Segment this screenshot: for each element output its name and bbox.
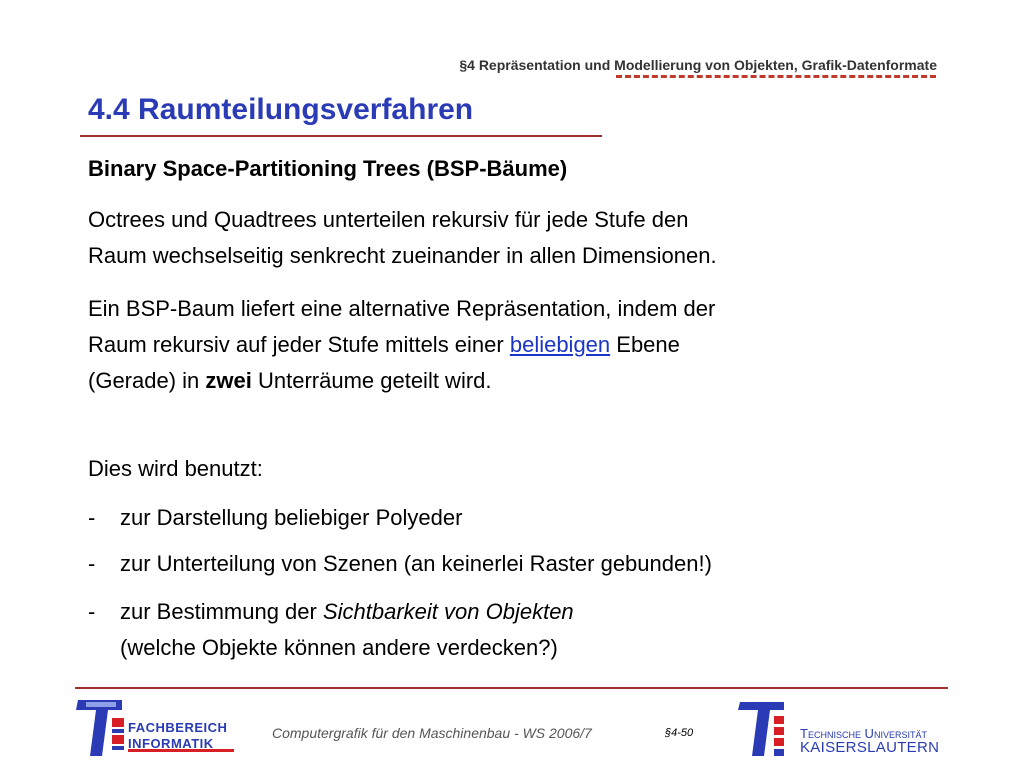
list-item-text: zur Bestimmung der <box>120 599 323 624</box>
informatik-label: INFORMATIK <box>128 736 214 751</box>
tu-kaiserslautern-logo-icon <box>738 700 798 758</box>
slide-subtitle: Binary Space-Partitioning Trees (BSP-Bäume) <box>88 156 568 181</box>
list-item-text: zur Darstellung beliebiger Polyeder <box>120 505 463 530</box>
text-span: Raum rekursiv auf jeder Stufe mittels einer <box>88 332 510 357</box>
paragraph-line: Raum wechselseitig senkrecht zueinander in allen Dimensionen. <box>88 243 717 268</box>
bullet-dash: - <box>88 599 96 624</box>
paragraph-line <box>88 327 715 363</box>
paragraph-usage-intro: Dies wird benutzt: <box>88 456 263 481</box>
bold-word: zwei <box>205 368 252 393</box>
tu-label: Technische Universität <box>800 726 927 741</box>
footer-course: Computergrafik für den Maschinenbau - WS 2006/7 <box>272 725 592 741</box>
list-item <box>88 594 574 630</box>
list-item <box>88 546 712 582</box>
text-span: Ebene <box>610 332 680 357</box>
list-item-text: zur Unterteilung von Szenen (an keinerlei Raster gebunden!) <box>120 551 712 576</box>
fachbereich-label: FACHBEREICH <box>128 720 228 735</box>
list-item-continuation: (welche Objekte können andere verdecken?) <box>120 635 558 660</box>
header-dashed-rule <box>616 75 936 78</box>
footer-rule <box>75 687 948 689</box>
text-span: (Gerade) in <box>88 368 206 393</box>
italic-phrase: Sichtbarkeit von Objekten <box>322 599 574 624</box>
title-underline <box>80 135 602 137</box>
list-item <box>88 500 462 536</box>
kaiserslautern-label: KAISERSLAUTERN <box>800 739 940 756</box>
bullet-dash: - <box>88 551 96 576</box>
beliebigen-link[interactable]: beliebigen <box>509 332 611 357</box>
paragraph-bsp <box>88 291 715 399</box>
paragraph-line: Ein BSP-Baum liefert eine alternative Repräsentation, indem der <box>88 296 716 321</box>
text-span: Unterräume geteilt wird. <box>251 368 492 393</box>
paragraph-line: Octrees und Quadtrees unterteilen rekursiv für jede Stufe den <box>88 207 689 232</box>
paragraph-line <box>88 363 715 399</box>
slide-title: 4.4 Raumteilungsverfahren <box>88 93 474 126</box>
section-header: §4 Repräsentation und Modellierung von Objekten, Grafik-Datenformate <box>459 57 937 73</box>
page-number: §4-50 <box>665 727 694 739</box>
paragraph-octrees <box>88 202 717 274</box>
bullet-dash: - <box>88 505 96 530</box>
